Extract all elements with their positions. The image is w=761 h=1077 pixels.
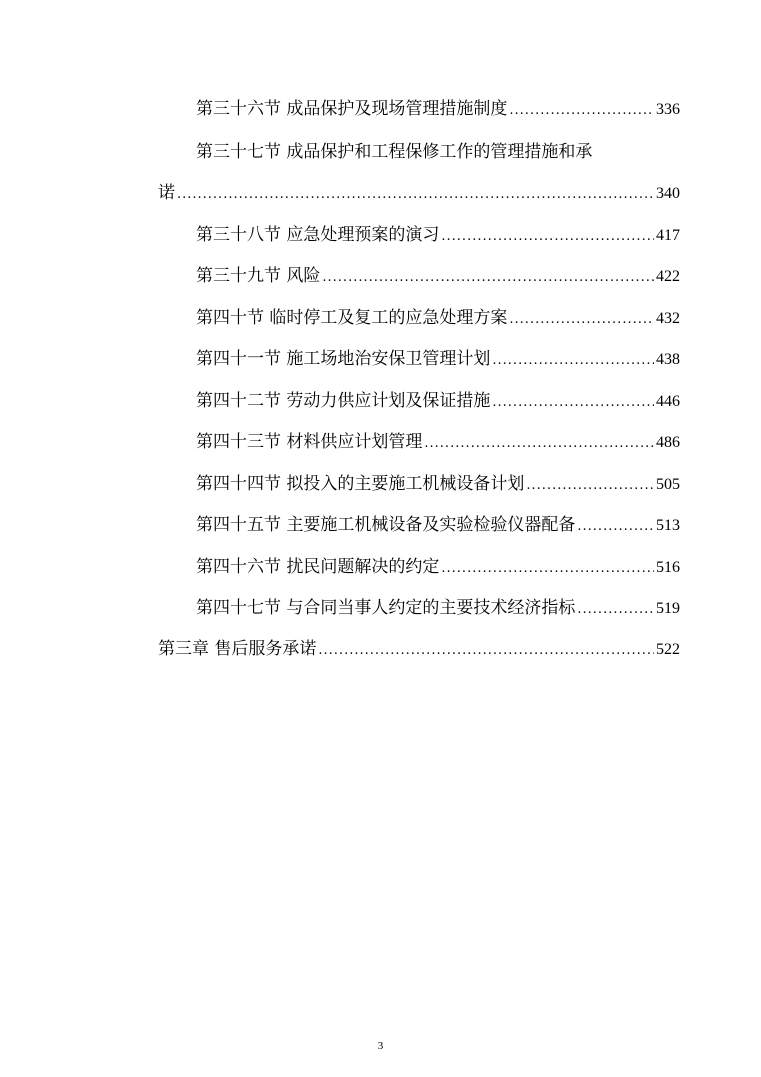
toc-entry-page: 422 [656, 268, 680, 285]
toc-entry-page: 417 [656, 227, 680, 244]
toc-entry-47[interactable] [196, 596, 680, 620]
toc-entry-41[interactable] [196, 347, 680, 371]
dot-leader [509, 99, 654, 123]
toc-entry-title: 第四十三节 材料供应计划管理 [196, 432, 423, 452]
dot-leader [577, 598, 654, 622]
dot-leader [318, 639, 654, 663]
toc-entry-page: 513 [656, 517, 680, 534]
toc-entry-page: 340 [656, 185, 680, 202]
toc-entry-title: 第四十二节 劳动力供应计划及保证措施 [196, 391, 491, 411]
toc-entry-38[interactable] [196, 223, 680, 247]
toc-entry-page: 505 [656, 476, 680, 493]
dot-leader [424, 432, 654, 456]
toc-entry-36[interactable] [196, 97, 680, 121]
toc-entry-page: 519 [656, 600, 680, 617]
dot-leader [177, 183, 654, 207]
toc-entry-title: 第四十五节 主要施工机械设备及实验检验仪器配备 [196, 515, 576, 535]
toc-entry-39[interactable] [196, 264, 680, 288]
page-number: 3 [377, 1040, 384, 1052]
toc-entry-37-line2[interactable] [158, 181, 680, 205]
toc-entry-page: 432 [656, 310, 680, 327]
toc-entry-title: 第三十六节 成品保护及现场管理措施制度 [196, 99, 508, 119]
toc-entry-title: 第四十四节 拟投入的主要施工机械设备计划 [196, 474, 525, 494]
toc-entry-40[interactable] [196, 306, 680, 330]
toc-entry-chapter-3[interactable] [158, 637, 680, 661]
toc-entry-42[interactable] [196, 389, 680, 413]
dot-leader [577, 515, 654, 539]
toc-entry-page: 446 [656, 393, 680, 410]
toc-entry-37-line1[interactable] [196, 140, 680, 164]
toc-entry-title: 诺 [158, 183, 175, 203]
toc-entry-title: 第三章 售后服务承诺 [158, 639, 317, 659]
dot-leader [526, 474, 654, 498]
toc-entry-page: 336 [656, 101, 680, 118]
toc-entry-page: 522 [656, 641, 680, 658]
toc-entry-43[interactable] [196, 430, 680, 454]
toc-entry-title: 第三十八节 应急处理预案的演习 [196, 225, 440, 245]
toc-entry-title: 第三十七节 成品保护和工程保修工作的管理措施和承 [196, 142, 593, 162]
dot-leader [492, 349, 654, 373]
dot-leader [509, 308, 654, 332]
dot-leader [322, 266, 654, 290]
dot-leader [441, 225, 654, 249]
toc-entry-46[interactable] [196, 555, 680, 579]
toc-entry-45[interactable] [196, 513, 680, 537]
toc-entry-title: 第三十九节 风险 [196, 266, 321, 286]
toc-entry-title: 第四十六节 扰民问题解决的约定 [196, 557, 440, 577]
toc-entry-page: 438 [656, 351, 680, 368]
dot-leader [492, 391, 654, 415]
toc-entry-title: 第四十节 临时停工及复工的应急处理方案 [196, 308, 508, 328]
toc-entry-page: 486 [656, 434, 680, 451]
toc-entry-44[interactable] [196, 472, 680, 496]
toc-entry-title: 第四十一节 施工场地治安保卫管理计划 [196, 349, 491, 369]
toc-entry-title: 第四十七节 与合同当事人约定的主要技术经济指标 [196, 598, 576, 618]
toc-entry-page: 516 [656, 559, 680, 576]
dot-leader [441, 557, 654, 581]
